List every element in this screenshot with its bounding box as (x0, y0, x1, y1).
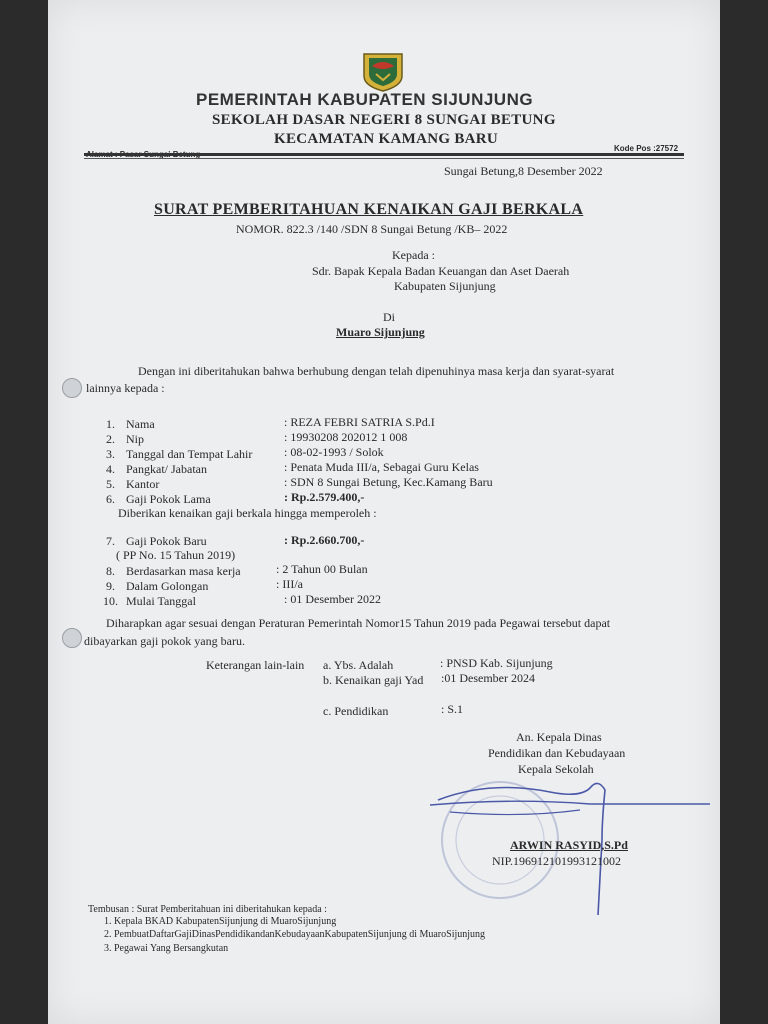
item-no: 5. (106, 477, 115, 491)
item-value: : 08-02-1993 / Solok (284, 445, 384, 459)
punch-hole (62, 628, 82, 648)
signatory-line1: An. Kepala Dinas (516, 730, 602, 744)
item-label: Mulai Tanggal (126, 594, 196, 608)
date-line: Sungai Betung,8 Desember 2022 (444, 164, 603, 178)
school-name: SEKOLAH DASAR NEGERI 8 SUNGAI BETUNG (212, 112, 556, 128)
recipient-di: Di (383, 310, 395, 324)
district-name: KECAMATAN KAMANG BARU (274, 131, 499, 147)
item-value: : 01 Desember 2022 (284, 592, 381, 606)
cc-item: 1. Kepala BKAD KabupatenSijunjung di MuaroSijunjung (104, 916, 337, 927)
signatory-name: ARWIN RASYID,S.Pd (510, 838, 628, 852)
signatory-line2: Pendidikan dan Kebudayaan (488, 746, 626, 760)
postal-code: Kode Pos :27572 (614, 144, 679, 153)
item-label: Tanggal dan Tempat Lahir (126, 447, 253, 461)
given-line: Diberikan kenaikan gaji berkala hingga memperoleh : (118, 506, 377, 520)
punch-hole (62, 378, 82, 398)
signatory-line3: Kepala Sekolah (518, 762, 594, 776)
note-c-value: : S.1 (441, 702, 464, 716)
item-value: : Rp.2.660.700,- (284, 533, 365, 547)
item-value: : 19930208 202012 1 008 (284, 430, 408, 444)
item-label: Nama (126, 417, 155, 431)
intro-line2: lainnya kepada : (86, 381, 165, 395)
recipient-line2: Kabupaten Sijunjung (394, 279, 496, 293)
item-label: Nip (126, 432, 144, 446)
closing-line2: dibayarkan gaji pokok yang baru. (84, 634, 245, 648)
government-title: PEMERINTAH KABUPATEN SIJUNJUNG (196, 90, 534, 109)
note-a-label: a. Ybs. Adalah (323, 658, 394, 672)
header-divider-thin (84, 158, 684, 159)
note-a-value: : PNSD Kab. Sijunjung (440, 656, 553, 670)
item-value: : Rp.2.579.400,- (284, 490, 365, 504)
item-value: : Penata Muda III/a, Sebagai Guru Kelas (284, 460, 479, 474)
item-value: : REZA FEBRI SATRIA S.Pd.I (284, 415, 435, 429)
cc-intro: Tembusan : Surat Pemberitahuan ini diberitahukan kepada : (88, 904, 327, 915)
recipient-to: Kepada : (392, 248, 435, 262)
closing-line1: Diharapkan agar sesuai dengan Peraturan Pemerintah Nomor15 Tahun 2019 pada Pegawai tersebut dapat (106, 616, 611, 630)
header-divider (84, 153, 684, 156)
cc-item: 3. Pegawai Yang Bersangkutan (104, 943, 229, 954)
regulation-note: ( PP No. 15 Tahun 2019) (116, 548, 236, 562)
item-no: 7. (106, 534, 115, 548)
item-no: 4. (106, 462, 115, 476)
item-no: 8. (106, 564, 115, 578)
item-label: Pangkat/ Jabatan (126, 462, 207, 476)
item-label: Berdasarkan masa kerja (126, 564, 241, 578)
note-c-label: c. Pendidikan (323, 704, 389, 718)
item-label: Gaji Pokok Baru (126, 534, 207, 548)
item-label: Gaji Pokok Lama (126, 492, 211, 506)
item-no: 3. (106, 447, 115, 461)
item-value: : 2 Tahun 00 Bulan (276, 562, 368, 576)
cc-item: 2. PembuatDaftarGajiDinasPendidikandanKebudayaanKabupatenSijunjung di MuaroSijunjung (104, 929, 486, 940)
note-b-value: :01 Desember 2024 (441, 671, 535, 685)
item-label: Kantor (126, 477, 160, 491)
letter-number: NOMOR. 822.3 /140 /SDN 8 Sungai Betung /KB– 2022 (236, 222, 508, 236)
note-b-label: b. Kenaikan gaji Yad (323, 673, 424, 687)
item-no: 9. (106, 579, 115, 593)
item-no: 2. (106, 432, 115, 446)
item-no: 10. (103, 594, 118, 608)
letter-title: SURAT PEMBERITAHUAN KENAIKAN GAJI BERKALA (154, 201, 584, 218)
recipient-line1: Sdr. Bapak Kepala Badan Keuangan dan Aset Daerah (312, 264, 570, 278)
item-value: : SDN 8 Sungai Betung, Kec.Kamang Baru (284, 475, 493, 489)
intro-line1: Dengan ini diberitahukan bahwa berhubung dengan telah dipenuhinya masa kerja dan syarat-syarat (138, 364, 615, 378)
recipient-place: Muaro Sijunjung (336, 325, 425, 339)
regency-emblem-icon (360, 52, 406, 92)
item-no: 1. (106, 417, 115, 431)
item-value: : III/a (276, 577, 303, 591)
item-label: Dalam Golongan (126, 579, 209, 593)
notes-label: Keterangan lain-lain (206, 658, 305, 672)
item-no: 6. (106, 492, 115, 506)
signatory-nip: NIP.196912101993121002 (492, 854, 622, 868)
